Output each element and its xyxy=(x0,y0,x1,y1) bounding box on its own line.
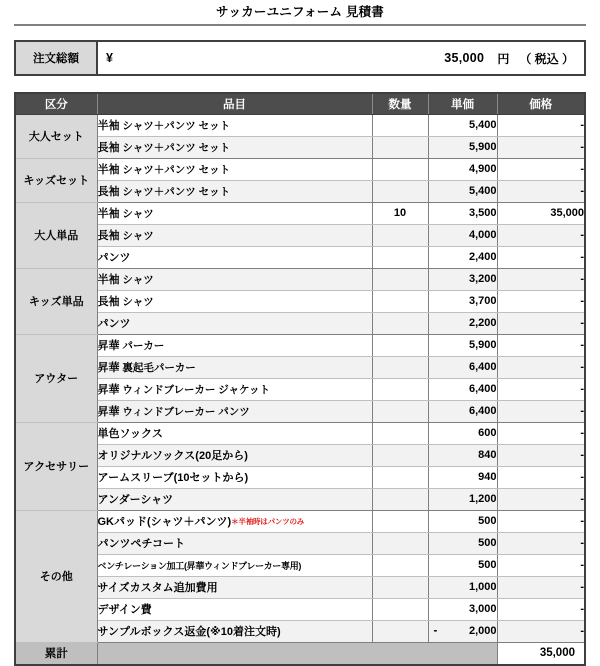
item-name-primary: パンツ xyxy=(97,318,131,330)
item-name-cell xyxy=(97,554,372,576)
table-footer xyxy=(16,642,584,664)
category-cell: 大人セット xyxy=(16,114,97,158)
unit-price-value: 3,700 xyxy=(468,295,497,307)
unit-price-cell xyxy=(428,510,497,532)
unit-price-cell xyxy=(428,312,497,334)
category-cell: アクセサリー xyxy=(16,422,97,510)
unit-price-value: 5,400 xyxy=(468,185,497,197)
table-row xyxy=(16,202,584,224)
quantity-cell xyxy=(372,598,428,620)
item-name-primary: 長袖 xyxy=(97,186,120,198)
unit-price-cell xyxy=(428,466,497,488)
quantity-cell xyxy=(372,400,428,422)
table-header-row xyxy=(16,94,584,114)
table-row xyxy=(16,466,584,488)
page-title: サッカーユニフォーム 見積書 xyxy=(216,5,384,19)
order-total-tax-note: （ 税込 ） xyxy=(519,51,574,66)
order-total-label: 注文総額 xyxy=(16,42,98,74)
item-name-primary: アームスリーブ(10セットから) xyxy=(97,472,249,484)
order-total-box xyxy=(14,40,586,76)
item-name-cell xyxy=(97,488,372,510)
item-name-primary: 長袖 xyxy=(97,230,120,242)
price-cell: 35,000 xyxy=(497,202,584,224)
table-row xyxy=(16,488,584,510)
unit-price-cell xyxy=(428,246,497,268)
quantity-cell xyxy=(372,312,428,334)
item-name-secondary: シャツ xyxy=(119,230,154,242)
item-name-cell xyxy=(97,356,372,378)
table-row xyxy=(16,620,584,642)
document-title-area xyxy=(0,0,600,21)
item-name-primary: 長袖 xyxy=(97,296,120,308)
summary-row xyxy=(16,642,584,664)
price-cell: - xyxy=(497,114,584,136)
item-name-primary: 昇華 xyxy=(97,340,120,352)
price-cell: - xyxy=(497,510,584,532)
quantity-cell: 10 xyxy=(372,202,428,224)
quantity-cell xyxy=(372,268,428,290)
item-name-cell xyxy=(97,378,372,400)
summary-label: 累計 xyxy=(16,642,97,664)
unit-price-value: 5,900 xyxy=(468,141,497,153)
item-name-primary: 半袖 xyxy=(97,208,120,220)
summary-total-value: 35,000 xyxy=(497,642,584,664)
table-row xyxy=(16,510,584,532)
price-cell: - xyxy=(497,268,584,290)
unit-price-cell xyxy=(428,290,497,312)
item-name-secondary: ウィンドブレーカー ジャケット xyxy=(119,384,271,396)
quantity-cell xyxy=(372,158,428,180)
quantity-cell xyxy=(372,510,428,532)
item-name-primary: 昇華 xyxy=(97,406,120,418)
quantity-cell xyxy=(372,620,428,642)
item-name-cell xyxy=(97,114,372,136)
item-name-secondary: シャツ xyxy=(119,274,154,286)
unit-price-cell xyxy=(428,224,497,246)
price-cell: - xyxy=(497,180,584,202)
unit-price-cell xyxy=(428,334,497,356)
category-cell: キッズセット xyxy=(16,158,97,202)
item-name-cell xyxy=(97,246,372,268)
unit-price-cell xyxy=(428,136,497,158)
item-name-cell xyxy=(97,576,372,598)
unit-price-value: 3,500 xyxy=(468,207,497,219)
table-row xyxy=(16,180,584,202)
category-cell: アウター xyxy=(16,334,97,422)
quantity-cell xyxy=(372,356,428,378)
item-name-secondary: シャツ＋パンツ セット xyxy=(119,120,231,132)
unit-price-cell xyxy=(428,378,497,400)
unit-price-value: 500 xyxy=(478,559,497,571)
quantity-cell xyxy=(372,554,428,576)
unit-price-value: 2,200 xyxy=(468,317,497,329)
unit-price-cell xyxy=(428,158,497,180)
currency-symbol: ¥ xyxy=(106,51,113,65)
item-name-cell xyxy=(97,180,372,202)
item-name-cell xyxy=(97,400,372,422)
item-name-cell xyxy=(97,334,372,356)
table-row xyxy=(16,444,584,466)
item-name-primary: アンダーシャツ xyxy=(97,494,174,506)
quantity-cell xyxy=(372,136,428,158)
unit-price-value: 2,400 xyxy=(468,251,497,263)
price-cell: - xyxy=(497,598,584,620)
item-name-cell xyxy=(97,312,372,334)
unit-price-value: 6,400 xyxy=(468,383,497,395)
item-name-cell xyxy=(97,510,372,532)
price-cell: - xyxy=(497,576,584,598)
unit-price-value: 500 xyxy=(478,537,497,549)
item-name-secondary: パーカー xyxy=(119,340,165,352)
price-cell: - xyxy=(497,334,584,356)
unit-price-value: 4,900 xyxy=(468,163,497,175)
unit-price-cell xyxy=(428,576,497,598)
table-row xyxy=(16,532,584,554)
category-cell: 大人単品 xyxy=(16,202,97,268)
price-cell: - xyxy=(497,136,584,158)
table-row xyxy=(16,356,584,378)
item-name-cell xyxy=(97,532,372,554)
item-name-cell xyxy=(97,224,372,246)
unit-price-cell xyxy=(428,598,497,620)
item-name-cell xyxy=(97,620,372,642)
item-name-primary: 長袖 xyxy=(97,142,120,154)
item-name-primary: 半袖 xyxy=(97,120,120,132)
unit-price-value: 5,400 xyxy=(468,119,497,131)
unit-price-cell xyxy=(428,532,497,554)
item-name-secondary: ウィンドブレーカー パンツ xyxy=(119,406,250,418)
table-row xyxy=(16,224,584,246)
table-row xyxy=(16,312,584,334)
unit-price-cell xyxy=(428,400,497,422)
unit-price-cell xyxy=(428,488,497,510)
unit-price-value: 6,400 xyxy=(468,405,497,417)
price-cell: - xyxy=(497,378,584,400)
quotation-table xyxy=(16,94,584,664)
table-row xyxy=(16,422,584,444)
price-cell: - xyxy=(497,532,584,554)
item-name-cell xyxy=(97,202,372,224)
item-name-primary: パンツ xyxy=(97,252,131,264)
unit-price-value: 600 xyxy=(478,427,497,439)
price-cell: - xyxy=(497,224,584,246)
item-name-primary: 半袖 xyxy=(97,274,120,286)
order-total-amount: 35,000 xyxy=(444,51,485,65)
unit-price-cell xyxy=(428,268,497,290)
item-name-cell xyxy=(97,598,372,620)
item-name-cell xyxy=(97,290,372,312)
price-cell: - xyxy=(497,554,584,576)
column-header-category: 区分 xyxy=(16,94,97,114)
column-header-unit-price: 単価 xyxy=(428,94,497,114)
table-body xyxy=(16,114,584,642)
price-cell: - xyxy=(497,488,584,510)
item-name-primary: サイズカスタム追加費用 xyxy=(97,582,218,594)
quantity-cell xyxy=(372,422,428,444)
item-name-primary: 単色ソックス xyxy=(97,428,163,440)
price-cell: - xyxy=(497,246,584,268)
unit-price-value: 5,900 xyxy=(468,339,497,351)
table-row xyxy=(16,598,584,620)
unit-price-cell xyxy=(428,114,497,136)
quantity-cell xyxy=(372,466,428,488)
price-cell: - xyxy=(497,312,584,334)
item-name-secondary: 裏起毛パーカー xyxy=(119,362,196,374)
quantity-cell xyxy=(372,334,428,356)
item-name-secondary: シャツ xyxy=(119,296,154,308)
item-name-secondary: シャツ＋パンツ セット xyxy=(119,142,231,154)
quantity-cell xyxy=(372,246,428,268)
table-row xyxy=(16,576,584,598)
category-cell: キッズ単品 xyxy=(16,268,97,334)
unit-price-cell xyxy=(428,202,497,224)
table-row xyxy=(16,400,584,422)
price-cell: - xyxy=(497,158,584,180)
unit-price-cell xyxy=(428,180,497,202)
item-name-primary: サンプルボックス返金(※10着注文時) xyxy=(97,626,281,638)
price-cell: - xyxy=(497,290,584,312)
table-row xyxy=(16,158,584,180)
item-name-cell xyxy=(97,136,372,158)
column-header-price: 価格 xyxy=(497,94,584,114)
column-header-quantity: 数量 xyxy=(372,94,428,114)
item-name-primary: デザイン費 xyxy=(97,604,152,616)
price-cell: - xyxy=(497,466,584,488)
quantity-cell xyxy=(372,114,428,136)
item-name-primary: 半袖 xyxy=(97,164,120,176)
category-cell: その他 xyxy=(16,510,97,642)
item-name-cell xyxy=(97,268,372,290)
unit-price-cell xyxy=(428,422,497,444)
title-divider xyxy=(14,24,586,26)
table-row xyxy=(16,554,584,576)
table-row xyxy=(16,136,584,158)
table-row xyxy=(16,268,584,290)
unit-price-value: 3,000 xyxy=(468,603,497,615)
table-row xyxy=(16,290,584,312)
unit-price-value: 1,000 xyxy=(468,581,497,593)
summary-blank-cell xyxy=(97,642,497,664)
unit-price-cell xyxy=(428,620,497,642)
item-name-cell xyxy=(97,444,372,466)
unit-price-value: 840 xyxy=(478,449,497,461)
item-name-cell xyxy=(97,466,372,488)
item-name-cell xyxy=(97,158,372,180)
item-name-secondary: シャツ＋パンツ セット xyxy=(119,186,231,198)
quantity-cell xyxy=(372,378,428,400)
table-row xyxy=(16,246,584,268)
item-name-primary: 昇華 xyxy=(97,362,120,374)
quantity-cell xyxy=(372,576,428,598)
quantity-cell xyxy=(372,224,428,246)
item-name-cell xyxy=(97,422,372,444)
unit-price-value: 1,200 xyxy=(468,493,497,505)
item-name-primary: オリジナルソックス(20足から) xyxy=(97,450,248,462)
unit-price-value: 2,000 xyxy=(468,625,497,637)
table-row xyxy=(16,378,584,400)
price-cell: - xyxy=(497,356,584,378)
item-name-primary: GKパッド(シャツ＋パンツ) xyxy=(97,516,232,528)
quantity-cell xyxy=(372,290,428,312)
price-cell: - xyxy=(497,400,584,422)
price-cell: - xyxy=(497,620,584,642)
item-name-secondary: シャツ＋パンツ セット xyxy=(119,164,231,176)
item-name-primary: パンツペチコート xyxy=(97,538,186,550)
unit-price-value: 940 xyxy=(478,471,497,483)
quantity-cell xyxy=(372,180,428,202)
table-header xyxy=(16,94,584,114)
item-name-secondary: シャツ xyxy=(119,208,154,220)
price-cell: - xyxy=(497,422,584,444)
quantity-cell xyxy=(372,532,428,554)
unit-price-cell xyxy=(428,356,497,378)
item-name-primary: ベンチレーション加工(昇華ウィンドブレーカー専用) xyxy=(97,560,302,571)
unit-price-cell xyxy=(428,554,497,576)
unit-price-value: 500 xyxy=(478,515,497,527)
price-cell: - xyxy=(497,444,584,466)
table-row xyxy=(16,114,584,136)
quotation-table-wrapper xyxy=(14,92,586,666)
unit-price-cell xyxy=(428,444,497,466)
item-name-primary: 昇華 xyxy=(97,384,120,396)
quantity-cell xyxy=(372,444,428,466)
table-row xyxy=(16,334,584,356)
quantity-cell xyxy=(372,488,428,510)
order-total-value-cell xyxy=(98,42,584,74)
unit-price-value: 6,400 xyxy=(468,361,497,373)
column-header-item: 品目 xyxy=(97,94,372,114)
unit-price-value: 4,000 xyxy=(468,229,497,241)
item-note: ＊半袖時はパンツのみ xyxy=(231,517,305,526)
negative-sign: - xyxy=(433,625,438,637)
order-total-unit: 円 xyxy=(497,51,510,66)
unit-price-value: 3,200 xyxy=(468,273,497,285)
